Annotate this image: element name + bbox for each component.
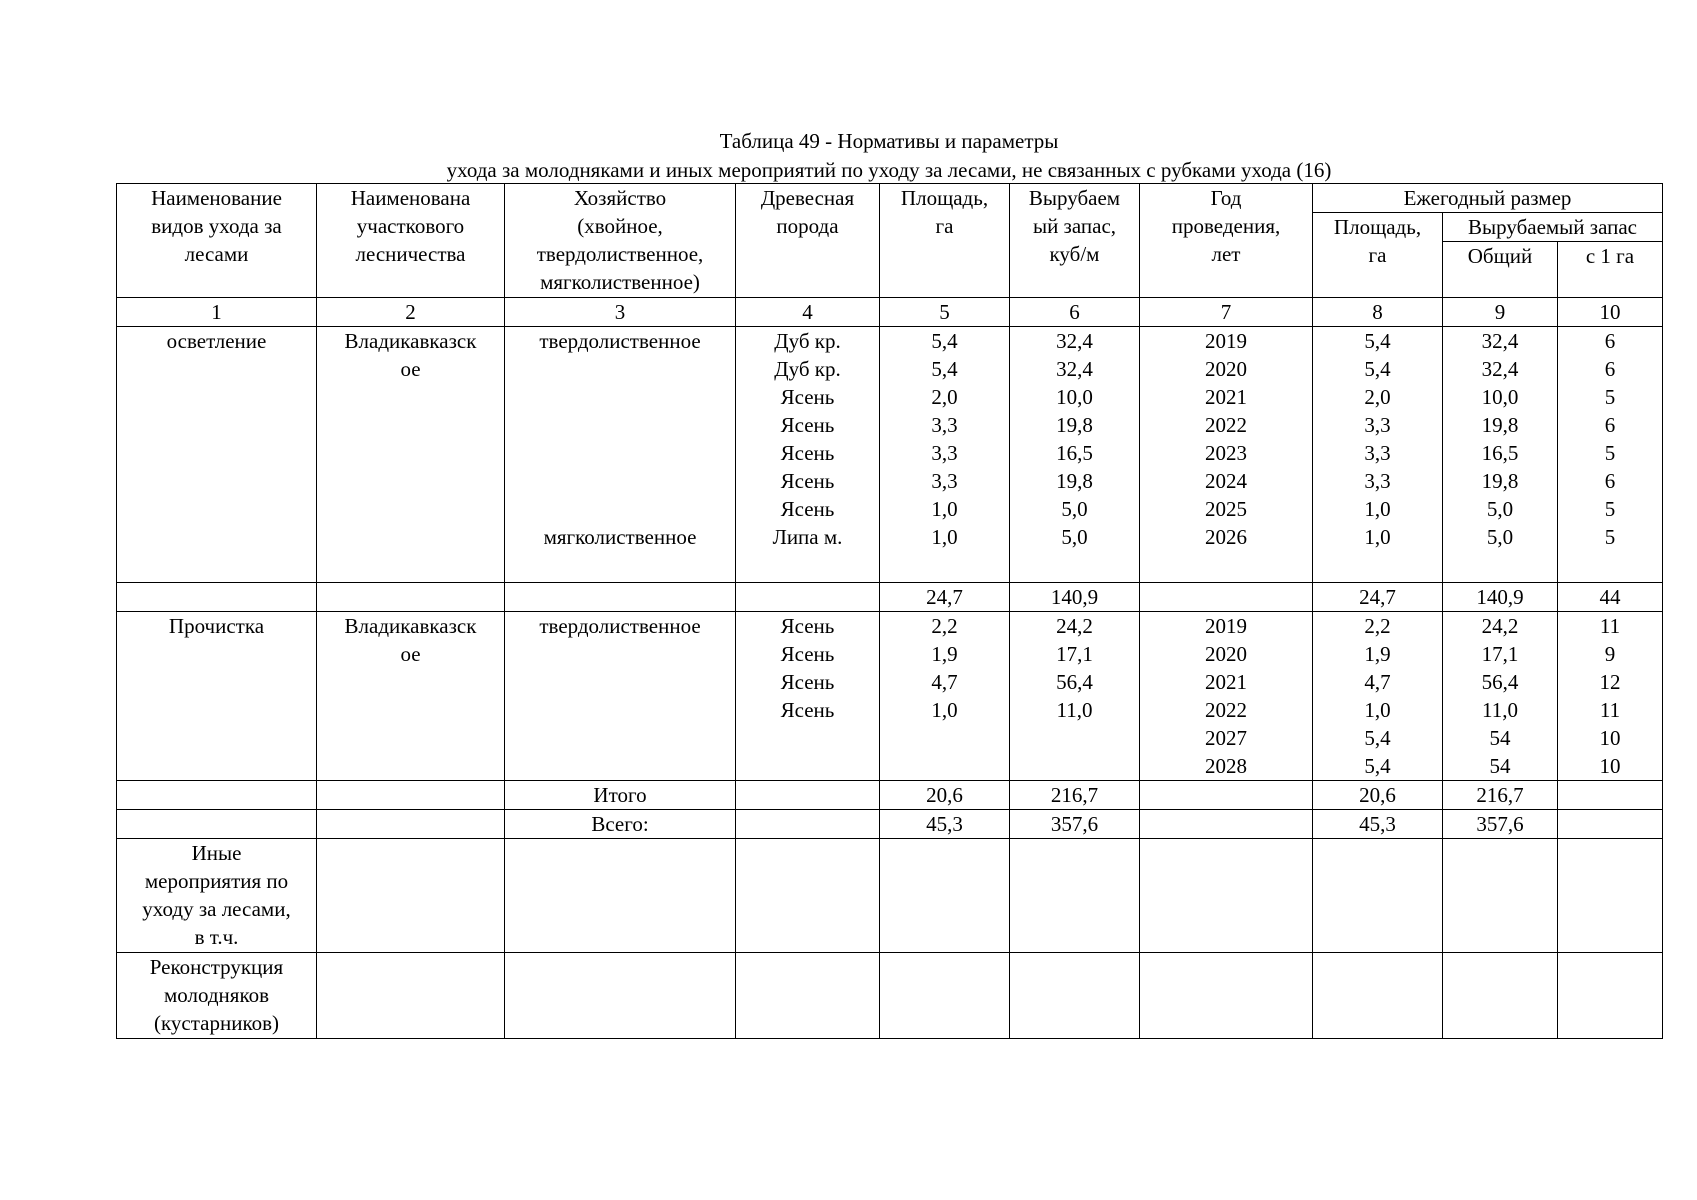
cell-line: твердолиственное bbox=[539, 329, 701, 353]
cell-line: Площадь, bbox=[1333, 215, 1422, 239]
y-area-cell bbox=[1313, 612, 1443, 781]
other-measures-row bbox=[117, 839, 1663, 953]
cell-line: 2025 bbox=[1205, 497, 1247, 521]
cell-line: ый запас, bbox=[1032, 214, 1117, 238]
cell-line: Ясень bbox=[780, 670, 835, 694]
cell-line: (кустарников) bbox=[154, 1011, 279, 1035]
cell-line: мероприятия по bbox=[144, 869, 289, 893]
column-number-row bbox=[117, 298, 1663, 327]
subtotal-y-total: 140,9 bbox=[1443, 583, 1558, 612]
vsego-zapas: 357,6 bbox=[1010, 810, 1140, 839]
cell-line: 3,3 bbox=[931, 413, 958, 437]
cell-line: Наименована bbox=[350, 186, 471, 210]
cell-line: 11,0 bbox=[1482, 698, 1518, 722]
cell-line: 56,4 bbox=[1481, 670, 1519, 694]
cell-line: 19,8 bbox=[1056, 413, 1093, 437]
area-cell bbox=[880, 327, 1010, 583]
cell-line: 5,4 bbox=[1364, 329, 1391, 353]
cell-line: 56,4 bbox=[1056, 670, 1093, 694]
cell-line: Дуб кр. bbox=[774, 357, 841, 381]
cell-line: 2022 bbox=[1205, 698, 1247, 722]
itogo-label: Итого bbox=[505, 781, 736, 810]
cell-line: ое bbox=[400, 642, 421, 666]
cell-line: 2028 bbox=[1205, 754, 1247, 778]
cell-line: Ясень bbox=[780, 385, 835, 409]
cell-line: 1,0 bbox=[1364, 698, 1391, 722]
cell-line: 5,4 bbox=[1364, 726, 1391, 750]
cell-line: 5,0 bbox=[1061, 497, 1088, 521]
header-lesnichestvo bbox=[317, 184, 505, 298]
poroda-cell bbox=[736, 327, 880, 583]
cell-line: лет bbox=[1211, 242, 1241, 266]
area-cell bbox=[880, 612, 1010, 781]
cell-line: Ясень bbox=[780, 642, 835, 666]
cell-line: 24,2 bbox=[1056, 614, 1093, 638]
cell-line: га bbox=[1368, 243, 1387, 267]
cell-line: Ясень bbox=[780, 614, 835, 638]
cell-line bbox=[507, 467, 733, 495]
cell-line: 11 bbox=[1599, 698, 1621, 722]
cell-line: га bbox=[935, 214, 954, 238]
table-title: Таблица 49 - Нормативы и параметры bbox=[719, 129, 1059, 153]
y-per-ha-cell bbox=[1558, 327, 1663, 583]
kind-cell: осветление bbox=[117, 327, 317, 583]
header-zapas bbox=[1010, 184, 1140, 298]
cell-line: 5,4 bbox=[931, 357, 958, 381]
cell-line: ое bbox=[400, 357, 421, 381]
subtotal-row bbox=[117, 583, 1663, 612]
cell-line: 5,0 bbox=[1486, 497, 1514, 521]
col-num: 7 bbox=[1140, 298, 1313, 327]
cell-line: 5 bbox=[1604, 497, 1616, 521]
itogo-y-total: 216,7 bbox=[1443, 781, 1558, 810]
cell-line: порода bbox=[776, 214, 839, 238]
cell-line: лесничества bbox=[355, 242, 466, 266]
cell-line: Ясень bbox=[780, 698, 835, 722]
other-measures-label bbox=[117, 839, 317, 953]
cell-line: 16,5 bbox=[1056, 441, 1093, 465]
cell-line: 10 bbox=[1599, 726, 1621, 750]
cell-line: Ясень bbox=[780, 469, 835, 493]
cell-line: 2,2 bbox=[931, 614, 958, 638]
cell-line: 5,4 bbox=[1364, 357, 1391, 381]
cell-line: Наименование bbox=[151, 186, 282, 210]
cell-line: 1,0 bbox=[1364, 497, 1391, 521]
cell-line: 10,0 bbox=[1481, 385, 1519, 409]
cell-line: 24,2 bbox=[1481, 614, 1519, 638]
cell-line: 6 bbox=[1604, 413, 1616, 437]
col-num: 8 bbox=[1313, 298, 1443, 327]
col-num: 9 bbox=[1443, 298, 1558, 327]
cell-line: лесами bbox=[184, 242, 249, 266]
cell-line: 1,0 bbox=[1364, 525, 1391, 549]
cell-line: куб/м bbox=[1049, 242, 1100, 266]
table-subtitle: ухода за молодняками и иных мероприятий по уходу за лесами, не связанных с рубками ухода (16) bbox=[446, 158, 1332, 182]
cell-line: 32,4 bbox=[1481, 329, 1519, 353]
lesnichestvo-cell bbox=[317, 612, 505, 781]
cell-line: твердолиственное bbox=[539, 614, 701, 638]
cell-line: Ясень bbox=[780, 413, 835, 437]
cell-line: 4,7 bbox=[1364, 670, 1391, 694]
cell-line: молодняков bbox=[163, 983, 270, 1007]
header-subgroup-zapas: Вырубаемый запас bbox=[1443, 213, 1663, 242]
cell-line: 3,3 bbox=[1364, 413, 1391, 437]
cell-line: 1,9 bbox=[1364, 642, 1391, 666]
cell-line: 19,8 bbox=[1481, 469, 1519, 493]
lesnichestvo-cell bbox=[317, 327, 505, 583]
cell-line: твердолиственное, bbox=[536, 242, 704, 266]
cell-line: 2,0 bbox=[931, 385, 958, 409]
header-y-area bbox=[1313, 213, 1443, 298]
header-area bbox=[880, 184, 1010, 298]
cell-line: Год bbox=[1210, 186, 1242, 210]
cell-line: 2019 bbox=[1205, 614, 1247, 638]
cell-line: 1,0 bbox=[931, 525, 958, 549]
cell-line: 32,4 bbox=[1056, 357, 1093, 381]
cell-line: Ясень bbox=[780, 441, 835, 465]
cell-line: 3,3 bbox=[1364, 441, 1391, 465]
y-per-ha-cell bbox=[1558, 612, 1663, 781]
cell-line: 2026 bbox=[1205, 525, 1247, 549]
reconstruction-label bbox=[117, 953, 317, 1039]
cell-line: 2,0 bbox=[1364, 385, 1391, 409]
cell-line: 2024 bbox=[1205, 469, 1247, 493]
reconstruction-row bbox=[117, 953, 1663, 1039]
header-kind bbox=[117, 184, 317, 298]
header-row-1 bbox=[117, 184, 1663, 213]
cell-line: 2021 bbox=[1205, 385, 1247, 409]
cell-line: 2027 bbox=[1205, 726, 1247, 750]
year-cell bbox=[1140, 612, 1313, 781]
cell-line: 5,0 bbox=[1486, 525, 1514, 549]
cell-line: Хозяйство bbox=[573, 186, 667, 210]
cell-line: Дуб кр. bbox=[774, 329, 841, 353]
cell-line: Иные bbox=[191, 841, 242, 865]
cell-line: 5 bbox=[1604, 441, 1616, 465]
cell-line: 3,3 bbox=[931, 441, 958, 465]
itogo-row bbox=[117, 781, 1663, 810]
cell-line: участкового bbox=[356, 214, 465, 238]
cell-line: 10 bbox=[1599, 754, 1621, 778]
col-num: 3 bbox=[505, 298, 736, 327]
cell-line: 10,0 bbox=[1056, 385, 1093, 409]
cell-line: Владикавказск bbox=[344, 614, 477, 638]
section-osvetlenie-row bbox=[117, 327, 1663, 583]
cell-line: 5 bbox=[1604, 525, 1616, 549]
cell-line: 19,8 bbox=[1056, 469, 1093, 493]
col-num: 1 bbox=[117, 298, 317, 327]
cell-line: 9 bbox=[1604, 642, 1616, 666]
col-num: 6 bbox=[1010, 298, 1140, 327]
cell-line: 32,4 bbox=[1481, 357, 1519, 381]
cell-line: 2020 bbox=[1205, 642, 1247, 666]
cell-line: 11 bbox=[1599, 614, 1621, 638]
subtotal-area: 24,7 bbox=[880, 583, 1010, 612]
cell-line: 2019 bbox=[1205, 329, 1247, 353]
year-cell bbox=[1140, 327, 1313, 583]
cell-line: 3,3 bbox=[931, 469, 958, 493]
cell-line: 2020 bbox=[1205, 357, 1247, 381]
norms-table bbox=[116, 183, 1663, 1039]
kind-cell: Прочистка bbox=[117, 612, 317, 781]
col-num: 4 bbox=[736, 298, 880, 327]
cell-line: 6 bbox=[1604, 357, 1616, 381]
cell-line: 11,0 bbox=[1056, 698, 1093, 722]
cell-line: уходу за лесами, bbox=[142, 897, 291, 921]
cell-line: 32,4 bbox=[1056, 329, 1093, 353]
cell-line: 2023 bbox=[1205, 441, 1247, 465]
subtotal-y-area: 24,7 bbox=[1313, 583, 1443, 612]
cell-line: Владикавказск bbox=[344, 329, 477, 353]
cell-line: мягколиственное) bbox=[540, 270, 700, 294]
cell-line: 2,2 bbox=[1364, 614, 1391, 638]
poroda-cell bbox=[736, 612, 880, 781]
cell-line: Липа м. bbox=[772, 525, 843, 549]
cell-line: 54 bbox=[1489, 726, 1511, 750]
header-y-per-ha: с 1 га bbox=[1558, 242, 1663, 298]
cell-line: 16,5 bbox=[1481, 441, 1519, 465]
header-year bbox=[1140, 184, 1313, 298]
cell-line: Реконструкция bbox=[149, 955, 284, 979]
header-y-total: Общий bbox=[1443, 242, 1558, 298]
cell-line: 17,1 bbox=[1481, 642, 1519, 666]
cell-line: Площадь, bbox=[900, 186, 989, 210]
cell-line bbox=[507, 411, 733, 439]
cell-line: видов ухода за bbox=[151, 214, 282, 238]
cell-line: 3,3 bbox=[1364, 469, 1391, 493]
col-num: 5 bbox=[880, 298, 1010, 327]
itogo-y-area: 20,6 bbox=[1313, 781, 1443, 810]
cell-line: 19,8 bbox=[1481, 413, 1519, 437]
cell-line: 12 bbox=[1599, 670, 1621, 694]
cell-line: 5 bbox=[1604, 385, 1616, 409]
cell-line: 1,9 bbox=[931, 642, 958, 666]
y-total-cell bbox=[1443, 327, 1558, 583]
zapas-cell bbox=[1010, 612, 1140, 781]
cell-line: в т.ч. bbox=[194, 925, 239, 949]
y-area-cell bbox=[1313, 327, 1443, 583]
cell-line: Древесная bbox=[760, 186, 855, 210]
cell-line bbox=[507, 383, 733, 411]
cell-line: мягколиственное bbox=[543, 525, 697, 549]
hoz-cell bbox=[505, 612, 736, 781]
col-num: 10 bbox=[1558, 298, 1663, 327]
itogo-area: 20,6 bbox=[880, 781, 1010, 810]
hoz-cell bbox=[505, 327, 736, 583]
cell-line: Ясень bbox=[780, 497, 835, 521]
cell-line: проведения, bbox=[1171, 214, 1281, 238]
header-poroda bbox=[736, 184, 880, 298]
zapas-cell bbox=[1010, 327, 1140, 583]
cell-line: 1,0 bbox=[931, 497, 958, 521]
cell-line: 5,4 bbox=[931, 329, 958, 353]
cell-line: 6 bbox=[1604, 469, 1616, 493]
cell-line: 54 bbox=[1489, 754, 1511, 778]
itogo-zapas: 216,7 bbox=[1010, 781, 1140, 810]
cell-line: 5,4 bbox=[1364, 754, 1391, 778]
cell-line bbox=[507, 495, 733, 523]
vsego-label: Всего: bbox=[505, 810, 736, 839]
cell-line: 2021 bbox=[1205, 670, 1247, 694]
col-num: 2 bbox=[317, 298, 505, 327]
section-prochistka-row bbox=[117, 612, 1663, 781]
y-total-cell bbox=[1443, 612, 1558, 781]
subtotal-y-per-ha: 44 bbox=[1558, 583, 1663, 612]
cell-line: 6 bbox=[1604, 329, 1616, 353]
cell-line: Вырубаем bbox=[1028, 186, 1121, 210]
subtotal-zapas: 140,9 bbox=[1010, 583, 1140, 612]
cell-line: 5,0 bbox=[1061, 525, 1088, 549]
vsego-area: 45,3 bbox=[880, 810, 1010, 839]
vsego-y-total: 357,6 bbox=[1443, 810, 1558, 839]
header-hoz bbox=[505, 184, 736, 298]
cell-line: 1,0 bbox=[931, 698, 958, 722]
cell-line bbox=[507, 439, 733, 467]
cell-line: 2022 bbox=[1205, 413, 1247, 437]
header-group-annual: Ежегодный размер bbox=[1313, 184, 1663, 213]
vsego-y-area: 45,3 bbox=[1313, 810, 1443, 839]
vsego-row bbox=[117, 810, 1663, 839]
cell-line: (хвойное, bbox=[577, 214, 663, 238]
cell-line: 4,7 bbox=[931, 670, 958, 694]
cell-line: 17,1 bbox=[1056, 642, 1093, 666]
cell-line bbox=[507, 355, 733, 383]
